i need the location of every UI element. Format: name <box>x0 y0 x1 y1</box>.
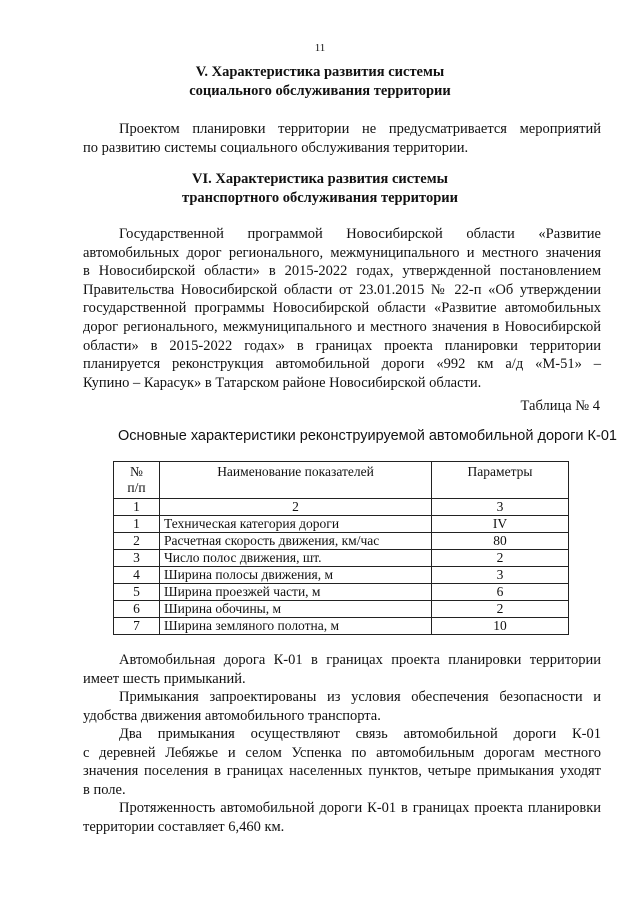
text-line: дорог регионального, межмуниципального и местного значения в Новосибирской <box>83 318 601 335</box>
text-line: области» в 2015-2022 годах» в границах проекта планировки территории <box>83 337 601 354</box>
row-number: 1 <box>114 516 160 533</box>
table-row <box>114 533 569 550</box>
table-row <box>114 516 569 533</box>
table-header-row <box>114 462 569 499</box>
row-value: 10 <box>432 618 569 635</box>
text-line: Примыкания запроектированы из условия обеспечения безопасности и <box>119 689 601 705</box>
row-number: 4 <box>114 567 160 584</box>
text-line: удобства движения автомобильного транспорта. <box>83 707 381 724</box>
row-name: Ширина земляного полотна, м <box>160 618 432 635</box>
table-row <box>114 550 569 567</box>
text-line: Проектом планировки территории не предусматривается мероприятий <box>119 121 601 137</box>
header-number <box>114 462 160 499</box>
row-value: 2 <box>432 601 569 618</box>
row-name: Ширина обочины, м <box>160 601 432 618</box>
header-name: Наименование показателей <box>160 462 432 499</box>
section5-title-line1: V. Характеристика развития системы <box>195 64 445 80</box>
row-value: 2 <box>432 550 569 567</box>
road-characteristics-table <box>113 461 569 635</box>
text-line: государственной программы Новосибирской области «Развитие автомобильных <box>83 300 601 317</box>
table-row <box>114 601 569 618</box>
page-number: 11 <box>314 42 326 54</box>
section5-title <box>0 63 640 101</box>
text-line: планируется реконструкция автомобильной дороги «992 км а/д «М-51» – <box>83 356 601 373</box>
text-line: имеет шесть примыканий. <box>83 670 246 687</box>
row-name: Ширина полосы движения, м <box>160 567 432 584</box>
after-table-paragraph-1 <box>83 651 601 688</box>
row-name: Число полос движения, шт. <box>160 550 432 567</box>
table-caption: Основные характеристики реконструируемой автомобильной дороги К-01 <box>118 428 617 444</box>
row-number: 3 <box>114 550 160 567</box>
index-cell: 1 <box>114 499 160 516</box>
text-line: автомобильных дорог регионального, межмуниципального и местного значения <box>83 244 601 261</box>
header-params: Параметры <box>432 462 569 499</box>
row-name: Расчетная скорость движения, км/час <box>160 533 432 550</box>
text-line: Купино – Карасук» в Татарском районе Новосибирской области. <box>83 374 482 391</box>
text-line: Автомобильная дорога К-01 в границах проекта планировки территории <box>119 652 601 668</box>
text-line: значения поселения в границах населенных пунктов, четыре примыкания уходят <box>83 763 601 780</box>
after-table-paragraph-2 <box>83 688 601 725</box>
index-cell: 3 <box>432 499 569 516</box>
table-row <box>114 584 569 601</box>
row-value: 6 <box>432 584 569 601</box>
header-number-line2: п/п <box>127 480 146 495</box>
after-table-paragraph-3 <box>83 725 601 799</box>
row-value: 80 <box>432 533 569 550</box>
row-name: Техническая категория дороги <box>160 516 432 533</box>
text-line: по развитию системы социального обслуживания территории. <box>83 139 469 156</box>
index-cell: 2 <box>160 499 432 516</box>
section5-paragraph <box>83 120 601 157</box>
header-number-line1: № <box>130 464 143 479</box>
table-number: Таблица № 4 <box>520 398 600 414</box>
text-line: в Новосибирской области» в 2015-2022 годах, утвержденной постановлением <box>83 263 601 280</box>
text-line: Два примыкания осуществляют связь автомобильной дороги К-01 <box>119 726 601 742</box>
section5-title-line2: социального обслуживания территории <box>189 83 451 99</box>
table-row <box>114 618 569 635</box>
row-number: 6 <box>114 601 160 618</box>
row-value: 3 <box>432 567 569 584</box>
text-line: Протяженность автомобильной дороги К-01 в границах проекта планировки <box>119 800 601 816</box>
section6-paragraph <box>83 225 601 392</box>
text-line: с деревней Лебяжье и селом Успенка по автомобильным дорогам местного <box>83 744 601 761</box>
section6-title-line1: VI. Характеристика развития системы <box>192 171 448 187</box>
text-line: Правительства Новосибирской области от 23.01.2015 № 22-п «Об утверждении <box>83 281 601 298</box>
row-number: 7 <box>114 618 160 635</box>
section6-title <box>0 170 640 208</box>
after-table-paragraph-4 <box>83 799 601 836</box>
section6-title-line2: транспортного обслуживания территории <box>182 190 458 206</box>
text-line: в поле. <box>83 781 126 798</box>
row-name: Ширина проезжей части, м <box>160 584 432 601</box>
text-line: территории составляет 6,460 км. <box>83 818 285 835</box>
table-row <box>114 567 569 584</box>
row-value: IV <box>432 516 569 533</box>
row-number: 5 <box>114 584 160 601</box>
table-index-row <box>114 499 569 516</box>
text-line: Государственной программой Новосибирской области «Развитие <box>119 226 601 242</box>
row-number: 2 <box>114 533 160 550</box>
